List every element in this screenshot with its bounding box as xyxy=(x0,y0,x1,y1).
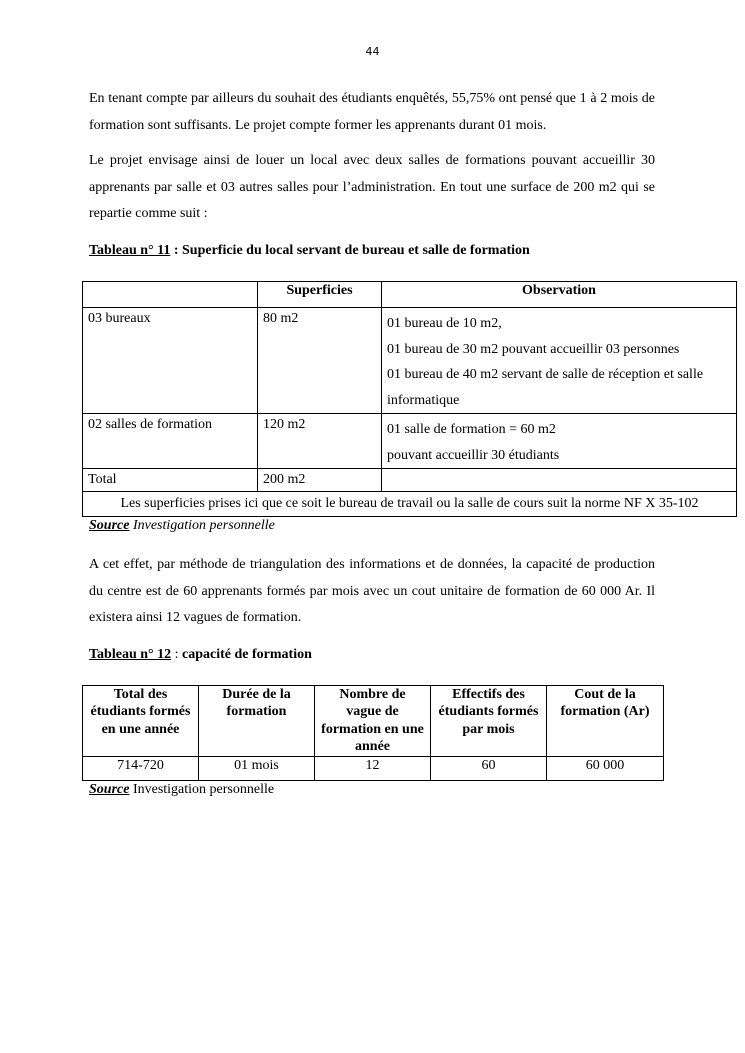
table12-caption-sep: : xyxy=(171,647,183,662)
table12-cell-duration: 01 mois xyxy=(199,757,315,781)
table12-header-headcount: Effectifs des étudiants formés par mois xyxy=(431,686,547,757)
table11-header-row xyxy=(83,282,737,308)
source-label: Source xyxy=(89,782,130,797)
table12-source xyxy=(89,782,274,798)
table12-header-row xyxy=(83,686,664,757)
table12-caption xyxy=(89,647,312,663)
surface-table xyxy=(82,281,737,517)
table11-total-label: Total xyxy=(83,469,258,492)
observation-line: 01 bureau de 10 m2, xyxy=(387,316,502,331)
capacity-table xyxy=(82,685,664,781)
table11-row-surface: 120 m2 xyxy=(258,414,382,469)
table11-row-surface: 80 m2 xyxy=(258,308,382,414)
paragraph-study-duration: En tenant compte par ailleurs du souhait des étudiants enquêtés, 55,75% ont pensé que 1 à 2 mois de formation sont suffisants. Le projet compte former les apprenants durant 01 mois. xyxy=(89,91,655,133)
table11-header-observation: Observation xyxy=(382,282,737,308)
table11-caption xyxy=(89,243,530,259)
table11-note: Les superficies prises ici que ce soit le bureau de travail ou la salle de cours suit la norme NF X 35-102 xyxy=(83,492,737,517)
table11-row-observation xyxy=(382,414,737,469)
observation-line: 01 bureau de 30 m2 pouvant accueillir 03 personnes xyxy=(387,341,680,357)
table11-row-observation xyxy=(382,308,737,414)
table11-caption-text: : Superficie du local servant de bureau et salle de formation xyxy=(170,243,530,258)
table11-row-label: 03 bureaux xyxy=(83,308,258,414)
table11-total-surface: 200 m2 xyxy=(258,469,382,492)
table12-cell-cost: 60 000 xyxy=(547,757,664,781)
paragraph-capacity: A cet effet, par méthode de triangulation des informations et de données, la capacité de production du centre est de 60 apprenants formés par mois avec un cout unitaire de formation de 60 000 Ar. Il existera ainsi 12 vagues de formation. xyxy=(89,557,655,625)
table11-row-label: 02 salles de formation xyxy=(83,414,258,469)
table-row xyxy=(83,308,737,414)
table-row xyxy=(83,414,737,469)
table-row xyxy=(83,469,737,492)
source-label: Source xyxy=(89,518,130,533)
observation-line: 01 bureau de 40 m2 servant de salle de réception et salle xyxy=(387,367,704,382)
table12-caption-text: capacité de formation xyxy=(182,647,312,662)
table11-header-surface: Superficies xyxy=(258,282,382,308)
table11-source xyxy=(89,518,275,534)
table11-header-empty xyxy=(83,282,258,308)
table12-caption-ref: Tableau n° 12 xyxy=(89,647,172,662)
table12-header-duration: Durée de la formation xyxy=(199,686,315,757)
table12-cell-waves: 12 xyxy=(315,757,431,781)
table12-header-waves: Nombre de vague de formation en une année xyxy=(315,686,431,757)
table-row xyxy=(83,757,664,781)
table12-cell-total: 714-720 xyxy=(83,757,199,781)
table12-header-total: Total des étudiants formés en une année xyxy=(83,686,199,757)
observation-line: informatique xyxy=(387,392,460,408)
table11-note-row xyxy=(83,492,737,517)
table12-header-cost: Cout de la formation (Ar) xyxy=(547,686,664,757)
table11-total-observation xyxy=(382,469,737,492)
table12-cell-headcount: 60 xyxy=(431,757,547,781)
source-text: Investigation personnelle xyxy=(129,782,275,797)
observation-line: 01 salle de formation = 60 m2 xyxy=(387,422,556,437)
table11-caption-ref: Tableau n° 11 xyxy=(89,243,171,258)
page-number: 44 xyxy=(365,45,380,58)
source-text: Investigation personnelle xyxy=(129,518,275,533)
paragraph-local-rental: Le projet envisage ainsi de louer un local avec deux salles de formations pouvant accueillir 30 apprenants par salle et 03 autres salles pour l’administration. En tout une surface de 200 m2 qui se repartie comme suit : xyxy=(89,153,655,221)
observation-line: pouvant accueillir 30 étudiants xyxy=(387,447,560,463)
